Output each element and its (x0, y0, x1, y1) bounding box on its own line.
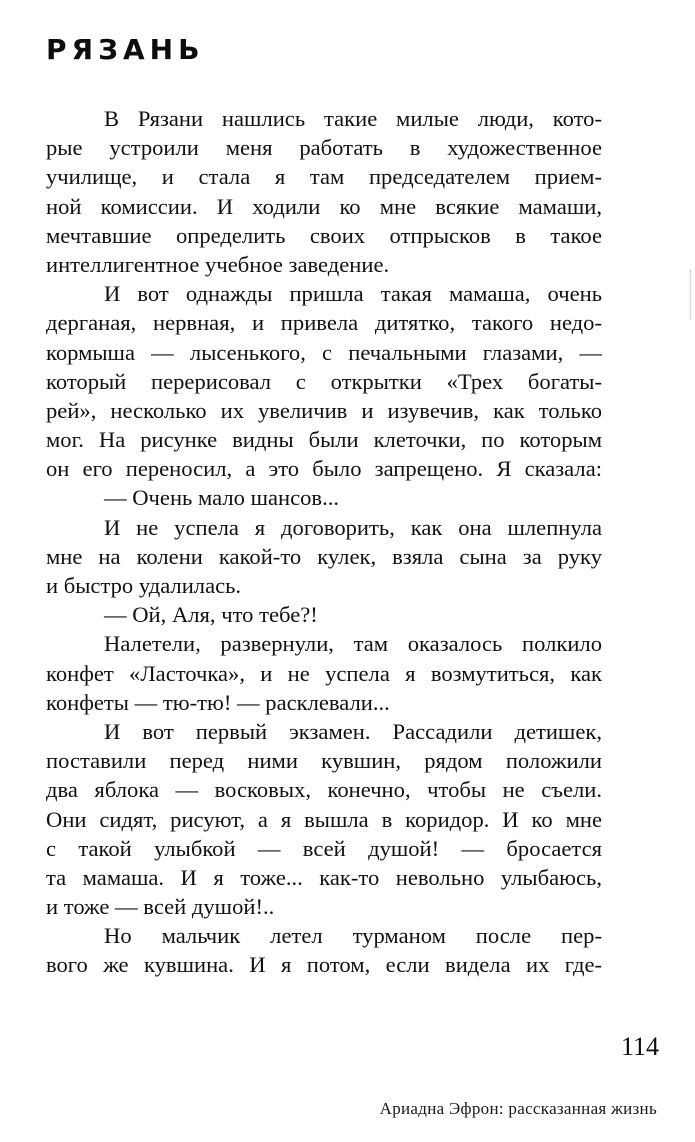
text-line: И не успела я договорить, как она шлепнула (104, 514, 602, 540)
text-line: мне на колени какой-то кулек, взяла сына за руку (46, 543, 602, 569)
text-line: И вот первый экзамен. Рассадили детишек, (104, 718, 602, 744)
text-line: — Очень мало шансов... (104, 485, 340, 511)
chapter-body (46, 104, 602, 980)
text-line: И вот однажды пришла такая мамаша, очень (104, 281, 602, 307)
text-line: В Рязани нашлись такие милые люди, кото- (104, 106, 602, 131)
scan-margin-specks (690, 270, 693, 320)
text-line: Налетели, развернули, там оказалось полкило (104, 631, 602, 657)
text-line: который перерисовал с открытки «Трех богаты- (46, 368, 602, 394)
chapter-title: РЯЗАНЬ (46, 33, 205, 66)
text-line: рые устроили меня работать в художественное (46, 135, 602, 161)
page-number: 114 (620, 1032, 659, 1061)
text-line: с такой улыбкой — всей душой! — бросается (46, 835, 602, 861)
text-line: вого же кувшина. И я потом, если видела их где- (46, 952, 602, 978)
text-line: и тоже — всей душой!.. (46, 894, 275, 920)
text-line: Они сидят, рисуют, а я вышла в коридор. И ко мне (46, 806, 602, 832)
text-line: конфет «Ласточка», и не успела я возмутиться, как (46, 660, 602, 686)
text-line: кормыша — лысенького, с печальными глазами, — (46, 339, 602, 365)
text-line: интеллигентное учебное заведение. (46, 251, 390, 277)
text-line: он его переносил, а это было запрещено. Я сказала: (46, 456, 602, 482)
text-line: два яблока — восковых, конечно, чтобы не съели. (46, 777, 602, 803)
text-line: та мамаша. И я тоже... как-то невольно улыбаюсь, (46, 864, 602, 890)
text-line: мечтавшие определить своих отпрысков в такое (46, 222, 602, 248)
running-footer: Ариадна Эфрон: рассказанная жизнь (379, 1099, 657, 1118)
text-line: конфеты — тю-тю! — расклевали... (46, 689, 390, 715)
text-line: мог. На рисунке видны были клеточки, по которым (46, 427, 602, 453)
text-line: дерганая, нервная, и привела дитятко, такого недо- (46, 310, 602, 336)
text-line: ной комиссии. И ходили ко мне всякие мамаши, (46, 193, 602, 219)
text-line: поставили перед ними кувшин, рядом положили (46, 748, 602, 774)
text-line: Но мальчик летел турманом после пер- (104, 923, 602, 949)
text-line: училище, и стала я там председателем прием- (46, 164, 602, 190)
text-line: и быстро удалилась. (46, 573, 242, 598)
text-line: рей», несколько их увеличив и изувечив, как только (46, 397, 602, 423)
text-line: — Ой, Аля, что тебе?! (104, 602, 318, 628)
